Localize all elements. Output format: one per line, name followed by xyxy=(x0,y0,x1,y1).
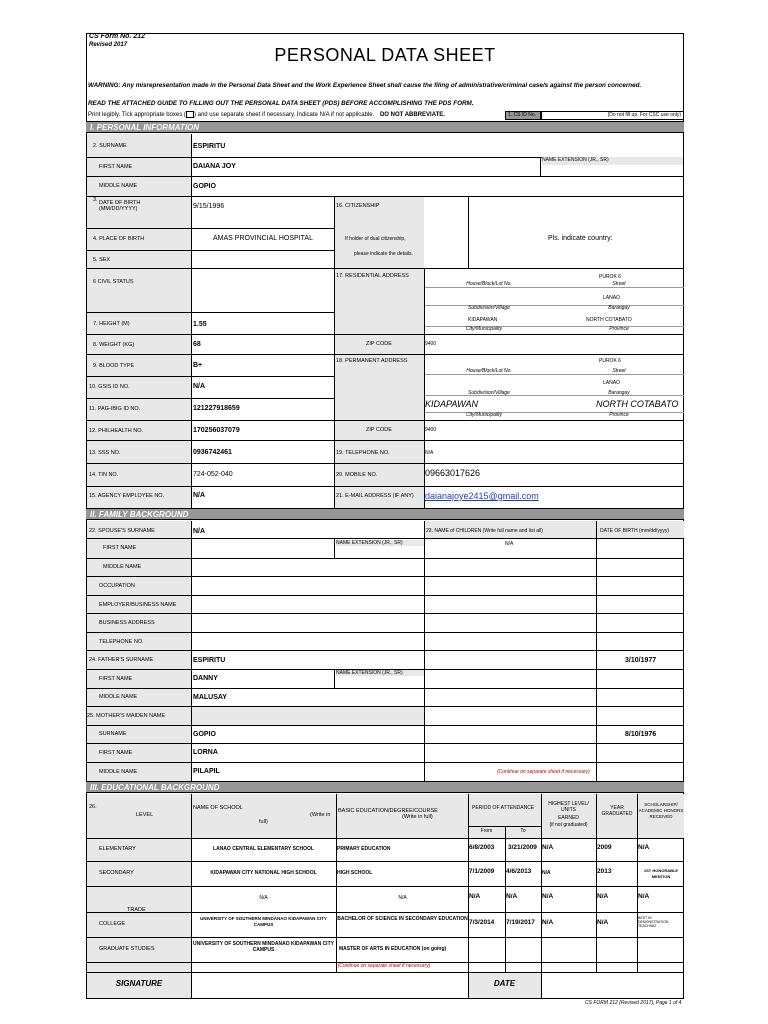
father-surname-value[interactable]: ESPIRITU xyxy=(193,657,226,664)
res-street-value[interactable]: PUROK 6 xyxy=(599,274,621,280)
warning-text: WARNING: Any misrepresentation made in the Personal Data Sheet and the Work Experience Sheet shall cause the filing of administrative/criminal case/s against the person concerned. xyxy=(88,82,642,89)
perm-city-value[interactable]: KIDAPAWAN xyxy=(425,399,479,409)
pob-value[interactable]: AMAS PROVINCIAL HOSPITAL xyxy=(213,235,313,242)
row-year[interactable]: 2009 xyxy=(597,844,612,851)
perm-house-label: House/Block/Lot No. xyxy=(466,368,512,374)
height-label: 7. HEIGHT (M) xyxy=(93,321,130,327)
first-name-label: FIRST NAME xyxy=(99,164,133,170)
citizenship-label: 16. CITIZENSHIP xyxy=(336,203,380,209)
row-school[interactable]: LANAO CENTRAL ELEMENTARY SCHOOL xyxy=(213,846,314,852)
mother-surname-label: SURNAME xyxy=(99,731,127,737)
mother-first-name-label: FIRST NAME xyxy=(99,750,133,756)
spouse-name-ext-label: NAME EXTENSION (JR., SR) xyxy=(336,540,424,546)
father-name-ext-label: NAME EXTENSION (JR., SR) xyxy=(336,670,424,676)
tin-label: 14. TIN NO. xyxy=(89,472,119,478)
cs-id-label: 1. CS ID No. xyxy=(505,111,541,120)
res-city-value[interactable]: KIDAPAWAN xyxy=(468,317,498,323)
row-from[interactable]: 6/8/2003 xyxy=(469,844,495,851)
mother-middle-name-value[interactable]: PILAPIL xyxy=(193,768,220,775)
row-to[interactable]: 7/19/2017 xyxy=(506,919,535,926)
permanent-address-label: 18. PERMANENT ADDRESS xyxy=(336,358,408,364)
row-school[interactable]: UNIVERSITY OF SOUTHERN MINDANAO KIDAPAWAN CITY CAMPUS xyxy=(200,916,327,927)
agency-label: 15. AGENCY EMPLOYEE NO. xyxy=(89,493,165,499)
weight-label: 8. WEIGHT (KG) xyxy=(93,342,135,348)
row-course[interactable]: HIGH SCHOOL xyxy=(337,870,373,876)
row-from[interactable]: N/A xyxy=(469,893,481,900)
height-value[interactable]: 1.55 xyxy=(193,321,207,328)
signature-field[interactable] xyxy=(192,974,467,997)
perm-zip-value[interactable]: 9400 xyxy=(425,427,437,433)
do-not-abbreviate: DO NOT ABBREVIATE. xyxy=(379,112,445,119)
employer-label: EMPLOYER/BUSINESS NAME xyxy=(99,602,177,608)
res-zip-label: ZIP CODE xyxy=(366,341,392,347)
res-house-label: House/Block/Lot No. xyxy=(466,281,512,287)
section-family-background: II. FAMILY BACKGROUND xyxy=(86,508,684,520)
sss-value[interactable]: 0936742461 xyxy=(193,449,232,456)
business-address-label: BUSINESS ADDRESS xyxy=(99,620,155,626)
row-year[interactable]: N/A xyxy=(597,919,609,926)
dob-label: DATE OF BIRTH xyxy=(99,200,141,206)
date-label: DATE xyxy=(493,979,516,988)
father-middle-name-label: MIDDLE NAME xyxy=(99,694,138,700)
first-name-value[interactable]: DAIANA JOY xyxy=(193,163,236,170)
child-dob-label: DATE OF BIRTH (mm/dd/yyyy) xyxy=(600,528,669,534)
row-honors[interactable]: N/A xyxy=(638,893,650,900)
guide-text: READ THE ATTACHED GUIDE TO FILLING OUT THE PERSONAL DATA SHEET (PDS) BEFORE ACCOMPLISHING THE PDS FORM. xyxy=(88,100,474,107)
row-school[interactable]: KIDAPAWAN CITY NATIONAL HIGH SCHOOL xyxy=(210,870,317,876)
child-dob-1[interactable]: 3/10/1977 xyxy=(625,657,657,664)
row-year[interactable]: 2013 xyxy=(597,868,612,875)
row-level: COLLEGE xyxy=(99,921,125,927)
gsis-label: 10. GSIS ID NO. xyxy=(89,384,130,390)
row-course[interactable]: BACHELOR OF SCIENCE IN SECONDARY EDUCATION xyxy=(337,916,468,922)
pagibig-value[interactable]: 121227918659 xyxy=(193,405,240,412)
row-level: ELEMENTARY xyxy=(99,846,136,852)
year-graduated-header: YEAR GRADUATED xyxy=(601,805,633,817)
units-earned-header: EARNED xyxy=(558,815,579,821)
telephone-label: 19. TELEPHONE NO. xyxy=(336,450,390,456)
philhealth-label: 12. PHILHEALTH NO. xyxy=(89,428,143,434)
perm-barangay-label: Barangay xyxy=(608,390,630,396)
agency-value[interactable]: N/A xyxy=(193,492,206,499)
row-highest[interactable]: N/A xyxy=(542,844,554,851)
email-label: 21. E-MAIL ADDRESS (IF ANY) xyxy=(336,493,414,499)
to-header: To xyxy=(520,828,526,834)
print-instructions-a: Print legibly. Tick appropriate boxes ( xyxy=(88,112,186,119)
mobile-label: 20. MOBILE NO. xyxy=(336,472,378,478)
perm-province-value[interactable]: NORTH COTABATO xyxy=(596,399,679,409)
perm-city-label: City/Municipality xyxy=(465,412,503,418)
sss-label: 13. SSS NO. xyxy=(89,450,121,456)
res-subdivision-label: Subdivision/Village xyxy=(468,305,510,311)
tin-value[interactable]: 724-052-040 xyxy=(193,471,233,478)
father-middle-name-value[interactable]: MALUSAY xyxy=(193,694,227,701)
row-course[interactable]: PRIMARY EDUCATION xyxy=(337,846,391,852)
row-level: GRADUATE STUDIES xyxy=(99,946,155,952)
email-value[interactable]: daianajoye2415@gmail.com xyxy=(425,491,539,501)
indicate-country-label: Pls. indicate country: xyxy=(548,235,613,242)
weight-value[interactable]: 68 xyxy=(193,341,201,348)
perm-zip-label: ZIP CODE xyxy=(366,427,392,433)
surname-value[interactable]: ESPIRITU xyxy=(193,143,226,150)
mother-first-name-value[interactable]: LORNA xyxy=(193,749,218,756)
res-province-label: Province xyxy=(609,326,629,332)
row-from[interactable]: 7/3/2014 xyxy=(469,919,495,926)
form-revised: Revised 2017 xyxy=(89,42,128,48)
telephone-value[interactable]: N/A xyxy=(425,450,434,456)
row-highest[interactable]: N/A xyxy=(542,893,554,900)
pagibig-label: 11. PAG-IBIG ID NO. xyxy=(89,406,141,412)
occupation-label: OCCUPATION xyxy=(99,583,135,589)
father-first-name-label: FIRST NAME xyxy=(99,676,133,682)
school-header: NAME OF SCHOOL xyxy=(193,805,243,811)
res-barangay-label: Barangay xyxy=(608,305,630,311)
dob-label-num: 3. xyxy=(93,197,98,203)
dual-citizenship-note-1: If holder of dual citizenship, xyxy=(345,236,406,242)
residential-address-label: 17. RESIDENTIAL ADDRESS xyxy=(336,273,409,279)
res-province-value[interactable]: NORTH COTABATO xyxy=(586,317,632,323)
education-continue-note: (Continue on separate sheet if necessary) xyxy=(337,963,431,969)
mother-maiden-name-label: 25. MOTHER'S MAIDEN NAME xyxy=(87,713,166,719)
honors-header: SCHOLARSHIP/ ACADEMIC HONORS RECEIVED xyxy=(638,802,684,819)
father-surname-label: 24. FATHER'S SURNAME xyxy=(89,657,154,663)
family-continue-note: (Continue on separate sheet if necessary) xyxy=(497,769,590,775)
philhealth-value[interactable]: 170256037079 xyxy=(193,427,240,434)
perm-barangay-value[interactable]: LANAO xyxy=(603,380,620,386)
section-educational-background: III. EDUCATIONAL BACKGROUND xyxy=(86,781,684,793)
page-footer-note: CS FORM 212 (Revised 2017), Page 1 of 4 xyxy=(585,1000,682,1006)
level-header: LEVEL xyxy=(136,812,154,818)
spouse-surname-label: 22. SPOUSE'S SURNAME xyxy=(89,528,155,534)
mother-surname-value[interactable]: GOPIO xyxy=(193,731,216,738)
spouse-first-name-label: FIRST NAME xyxy=(103,545,137,551)
signature-label: SIGNATURE xyxy=(115,979,163,988)
child-dob-2[interactable]: 8/10/1976 xyxy=(625,731,657,738)
res-street-label: Street xyxy=(612,281,626,287)
children-label: 23. NAME of CHILDREN (Write full name and list all) xyxy=(426,528,543,534)
from-header: From xyxy=(480,828,493,834)
course-header: BASIC EDUCATION/DEGREE/COURSE xyxy=(338,808,438,814)
blood-type-value[interactable]: B+ xyxy=(193,362,203,369)
children-value[interactable]: N/A xyxy=(505,541,514,547)
gsis-value[interactable]: N/A xyxy=(193,383,206,390)
course-header-write: (Write in full) xyxy=(402,814,433,820)
row-from[interactable]: 7/1/2009 xyxy=(469,868,495,875)
middle-name-value[interactable]: GOPIO xyxy=(193,183,216,190)
row-honors[interactable]: BEST IN DEMONSTRATION TEACHING xyxy=(638,916,669,928)
res-barangay-value[interactable]: LANAO xyxy=(603,295,620,301)
res-zip-value[interactable]: 9400 xyxy=(425,341,437,347)
blood-type-label: 9. BLOOD TYPE xyxy=(93,363,135,369)
sex-label: 5. SEX xyxy=(93,257,111,263)
dob-value[interactable]: 9/15/1996 xyxy=(193,203,225,210)
row-honors[interactable]: 1ST HONORABLE MENTION xyxy=(643,868,679,879)
dual-citizenship-note-2: please indicate the details. xyxy=(354,251,413,257)
row-honors[interactable]: N/A xyxy=(638,844,650,851)
page-title: PERSONAL DATA SHEET xyxy=(274,45,496,65)
row-to[interactable]: 4/6/2013 xyxy=(506,868,532,875)
print-instructions-b: ) and use separate sheet if necessary. Indicate N/A if not applicable. xyxy=(193,112,375,119)
family-label-column xyxy=(87,521,191,781)
row-level: TRADE xyxy=(127,907,146,913)
perm-street-label: Street xyxy=(612,368,626,374)
section-personal-information: I. PERSONAL INFORMATION xyxy=(86,121,684,133)
spouse-surname-value[interactable]: N/A xyxy=(193,528,206,535)
spouse-middle-name-label: MIDDLE NAME xyxy=(103,564,142,570)
spouse-telephone-label: TELEPHONE NO. xyxy=(99,639,144,645)
middle-name-label: MIDDLE NAME xyxy=(99,183,138,189)
perm-province-label: Province xyxy=(609,412,629,418)
education-num: 26. xyxy=(89,804,97,810)
mobile-value[interactable]: 09663017626 xyxy=(425,468,481,478)
date-field[interactable] xyxy=(542,974,683,997)
period-header: PERIOD OF ATTENDANCE xyxy=(472,805,535,811)
father-first-name-value[interactable]: DANNY xyxy=(193,675,218,682)
highest-level-header: HIGHEST LEVEL/ UNITS xyxy=(548,801,589,813)
civil-status-label: 6 CIVIL STATUS xyxy=(93,279,134,285)
row-highest[interactable]: N/A xyxy=(542,870,551,876)
pob-label: 4. PLACE OF BIRTH xyxy=(93,236,145,242)
name-extension-label: NAME EXTENSION (JR., SR) xyxy=(542,157,683,165)
row-course[interactable]: N/A xyxy=(398,895,407,901)
row-course[interactable]: MASTER OF ARTS IN EDUCATION (on going) xyxy=(339,946,447,952)
perm-street-value[interactable]: PUROK 6 xyxy=(599,358,621,364)
school-header-full: full) xyxy=(259,819,268,825)
not-graduated-header: (if not graduated) xyxy=(549,822,588,828)
dob-format: (MM/DD/YYYY) xyxy=(99,206,138,212)
row-to[interactable]: 3/21/2009 xyxy=(508,844,537,851)
surname-label: 2. SURNAME xyxy=(93,143,127,149)
res-city-label: City/Municipality xyxy=(465,326,503,332)
row-highest[interactable]: N/A xyxy=(542,919,554,926)
perm-subdivision-label: Subdivision/Village xyxy=(468,390,510,396)
row-level: SECONDARY xyxy=(99,870,134,876)
school-header-write: (Write in xyxy=(310,812,331,818)
row-school[interactable]: N/A xyxy=(259,895,268,901)
row-school[interactable]: UNIVERSITY OF SOUTHERN MINDANAO KIDAPAWAN CITY CAMPUS xyxy=(193,941,334,953)
csc-note: (Do not fill up. For CSC use only) xyxy=(607,112,681,118)
mother-middle-name-label: MIDDLE NAME xyxy=(99,769,138,775)
row-year[interactable]: N/A xyxy=(597,893,609,900)
row-to[interactable]: N/A xyxy=(506,893,518,900)
form-number: CS Form No. 212 xyxy=(89,33,146,40)
